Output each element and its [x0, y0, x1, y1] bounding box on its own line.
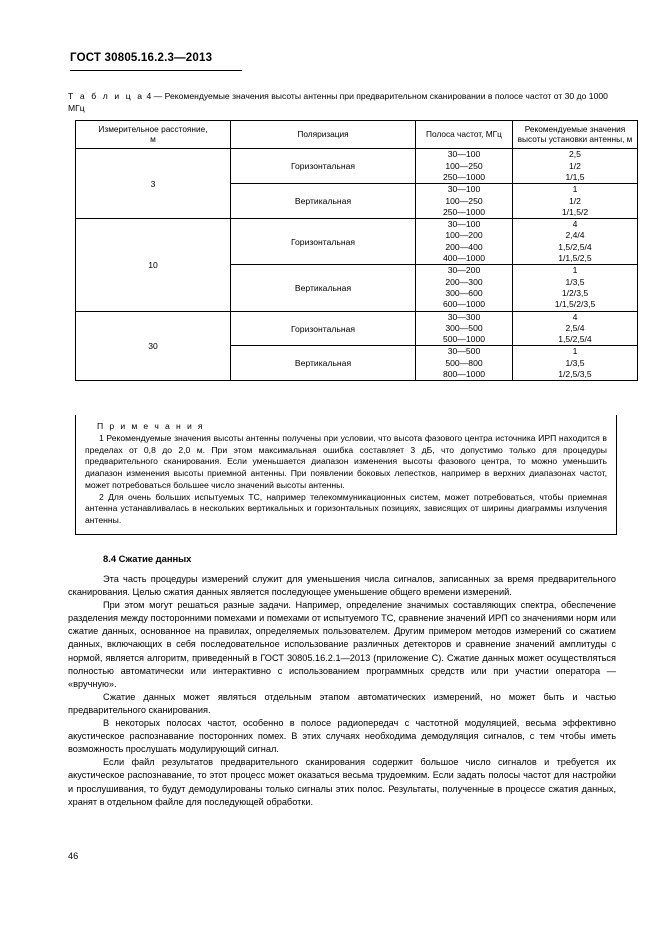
band-value: 200—400: [445, 241, 483, 252]
band-list: [416, 219, 512, 264]
height-value: 2,5/4: [565, 322, 585, 333]
height-list: [513, 219, 637, 264]
note-item: 2 Для очень больших испытуемых ТС, например телекоммуникационных систем, может потребоваться, чтобы приемная антенна устанавливалась в нескольких вертикальных и горизонтальных позициях, зависящих от ширины диаграммы излучения антенны.: [85, 491, 607, 525]
cell-polarization: Горизонтальная: [231, 219, 416, 265]
height-value: 1/1,5/2/3,5: [554, 299, 596, 310]
height-value: 1: [572, 346, 578, 357]
column-header-distance-line1: Измерительное расстояние,: [98, 124, 208, 134]
cell-bands: [416, 346, 513, 381]
table-header-row: [76, 121, 638, 149]
cell-bands: [416, 265, 513, 311]
height-list: [513, 149, 637, 183]
height-value: 1: [572, 184, 578, 195]
band-list: [416, 312, 512, 346]
cell-polarization: Горизонтальная: [231, 149, 416, 184]
band-list: [416, 149, 512, 183]
band-value: 400—1000: [442, 253, 486, 264]
cell-heights: [513, 311, 638, 346]
height-value: 1/2/3,5: [561, 287, 589, 298]
band-value: 800—1000: [442, 369, 486, 380]
cell-bands: [416, 149, 513, 184]
height-value: 1,5/2,5/4: [558, 334, 592, 345]
column-header-recommended-line2: высоты установки антенны, м: [517, 134, 633, 145]
band-value: 30—100: [447, 184, 481, 195]
height-value: 1/3,5: [565, 357, 585, 368]
table-caption: [68, 91, 616, 114]
height-value: 1/2: [569, 195, 581, 206]
header-underline: [70, 70, 242, 71]
band-value: 600—1000: [442, 299, 486, 310]
band-value: 30—300: [447, 311, 481, 322]
cell-heights: [513, 265, 638, 311]
band-value: 30—100: [447, 149, 481, 160]
column-header-polarization: [231, 121, 416, 149]
height-value: 1/1,5: [565, 172, 585, 182]
height-list: [513, 265, 637, 310]
band-list: [416, 265, 512, 310]
table-notes: [75, 415, 617, 535]
height-value: 1/1,5/2: [561, 206, 589, 217]
column-header-distance-line2: м: [150, 134, 156, 145]
cell-bands: [416, 311, 513, 346]
cell-heights: [513, 149, 638, 184]
cell-distance: 3: [76, 149, 231, 219]
column-header-polarization-line1: Поляризация: [297, 129, 349, 140]
section-heading: 8.4 Сжатие данных: [103, 553, 192, 564]
notes-title: П р и м е ч а н и я: [97, 421, 205, 431]
height-value: 1: [572, 265, 578, 276]
height-list: [513, 346, 637, 380]
band-list: [416, 346, 512, 380]
band-value: 300—600: [445, 287, 483, 298]
height-value: 2,5: [569, 149, 581, 160]
cell-polarization: Горизонтальная: [231, 311, 416, 346]
cell-distance: 10: [76, 219, 231, 311]
height-value: 1/2,5/3,5: [558, 369, 592, 380]
cell-polarization: Вертикальная: [231, 346, 416, 381]
cell-bands: [416, 184, 513, 219]
page-number: 46: [68, 851, 79, 861]
table-row: [76, 311, 638, 346]
band-value: 250—1000: [442, 172, 486, 182]
cell-polarization: Вертикальная: [231, 184, 416, 219]
band-list: [416, 184, 512, 218]
height-list: [513, 184, 637, 218]
height-value: 1/3,5: [565, 276, 585, 287]
document-standard-id: ГОСТ 30805.16.2.3—2013: [70, 52, 213, 64]
height-value: 2,4/4: [565, 230, 585, 241]
note-item: 1 Рекомендуемые значения высоты антенны получены при условии, что высота фазового центра источника ИРП находится в пределах от 0,8 до 2,0 м. При этом максимальная ошибка составляет 3 дБ, что допустимо только для процедуры предварительного сканирования. Если уменьшается диапазон изменения высоты фазового центра, то можно уменьшить диапазон изменения высоты приемной антенны. При появлении боковых лепестков, например в верхних диапазонах частот, может потребоваться большее число значений высоты антенны.: [85, 433, 607, 490]
band-value: 500—1000: [442, 334, 486, 345]
table-row: [76, 219, 638, 265]
cell-heights: [513, 346, 638, 381]
height-value: 1/1,5/2,5: [558, 253, 592, 264]
height-list: [513, 312, 637, 346]
body-paragraph: Эта часть процедуры измерений служит для уменьшения числа сигналов, записанных за время предварительного сканирования. Целью сжатия данных является последующее уменьшение общего времени измерений.: [68, 574, 616, 598]
height-value: 1,5/2,5/4: [558, 241, 592, 252]
cell-polarization: Вертикальная: [231, 265, 416, 311]
height-value: 1/2: [569, 160, 581, 171]
band-value: 250—1000: [442, 206, 486, 217]
band-value: 100—250: [445, 160, 483, 171]
cell-heights: [513, 184, 638, 219]
band-value: 30—200: [447, 265, 481, 276]
table-caption-text: Рекомендуемые значения высоты антенны при предварительном сканировании в полосе частот от 30 до 1000 МГц: [68, 91, 608, 113]
band-value: 30—100: [447, 219, 481, 230]
table-caption-dash: —: [153, 91, 163, 101]
cell-distance: 30: [76, 311, 231, 381]
table-header: [76, 121, 638, 149]
body-paragraph: Если файл результатов предварительного сканирования содержит большое число сигналов и требуется их акустическое распознавание, то этот процесс может оказаться весьма трудоемким. Если задать полосы частот для настройки и прослушивания, то будут демодулированы только сигналы этих полос. Результаты, полученные в процессе сжатия данных, хранят в отдельном файле для последующей обработки.: [68, 757, 616, 807]
antenna-height-table-wrapper: [75, 120, 633, 381]
band-value: 100—200: [445, 230, 483, 241]
section-body: [68, 573, 616, 809]
column-header-recommended: [513, 121, 638, 149]
cell-heights: [513, 219, 638, 265]
height-value: 4: [572, 219, 578, 230]
band-value: 200—300: [445, 276, 483, 287]
column-header-recommended-line1: Рекомендуемые значения: [524, 124, 626, 134]
table-row: [76, 149, 638, 184]
column-header-band: [416, 121, 513, 149]
band-value: 500—800: [445, 357, 483, 368]
antenna-height-table: [75, 120, 638, 381]
band-value: 300—500: [445, 322, 483, 333]
column-header-band-line1: Полоса частот, МГц: [426, 129, 502, 140]
height-value: 4: [572, 311, 578, 322]
table-caption-label: Т а б л и ц а: [68, 91, 145, 101]
body-paragraph: При этом могут решаться разные задачи. Например, определение значимых составляющих спектра, обеспечение разделения между посторонними помехами и помехами от испытуемого ТС, сравнение значений ИРП со значениями норм или сжатие данных, основанное на правилах, определяемых пользователем. Другим примером методов измерений со сжатием данных, включающих в себя последовательное использование различных детекторов и сравнение значений амплитуды с нормой, является алгоритм, приведенный в ГОСТ 30805.16.2.1—2013 (приложение С). Сжатие данных может осуществляться полностью автоматически или интерактивно с использованием программных средств или при участии оператора — «вручную».: [68, 600, 616, 689]
body-paragraph: Сжатие данных может являться отдельным этапом автоматических измерений, но может быть и частью предварительного сканирования.: [68, 691, 616, 715]
table-body: [76, 149, 638, 381]
column-header-distance: [76, 121, 231, 149]
band-value: 100—250: [445, 195, 483, 206]
band-value: 30—500: [447, 346, 481, 357]
table-caption-number: 4: [146, 91, 152, 101]
cell-bands: [416, 219, 513, 265]
body-paragraph: В некоторых полосах частот, особенно в полосе радиопередач с частотной модуляцией, весьма эффективно акустическое распознавание посторонних помех. В этих случаях необходима демодуляция сигналов, с тем чтобы иметь возможность прослушать модулирующий сигнал.: [68, 718, 616, 755]
